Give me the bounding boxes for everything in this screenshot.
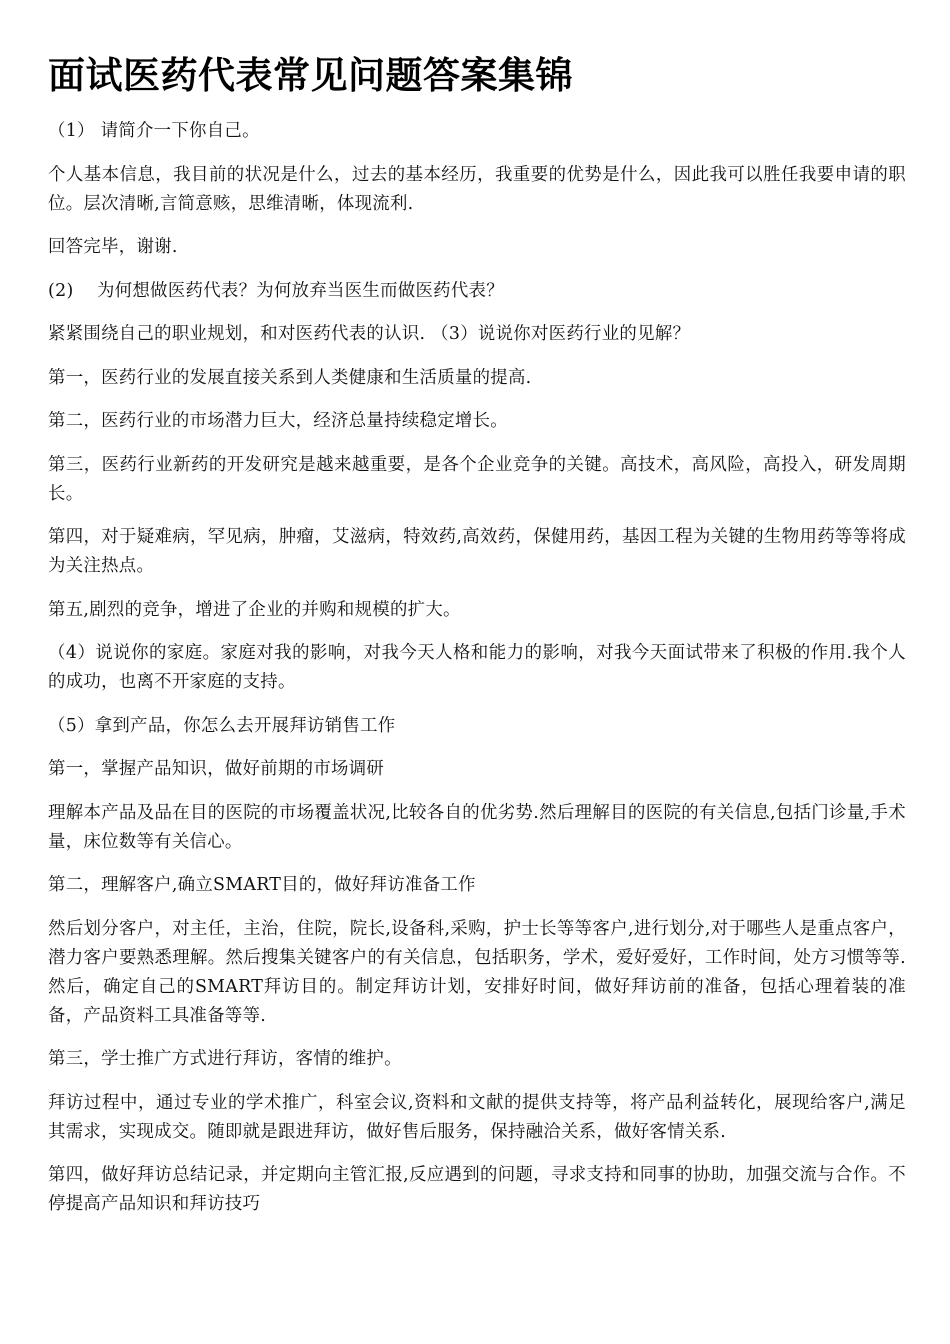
paragraph-q5: （5）拿到产品，你怎么去开展拜访销售工作: [48, 715, 396, 736]
paragraph-q4: （4）说说你的家庭。家庭对我的影响，对我今天人格和能力的影响，对我今天面试带来了积极的作用.我个人的成功，也离不开家庭的支持。: [48, 643, 906, 692]
paragraph-a3-point2: 第二，医药行业的市场潜力巨大，经济总量持续稳定增长。: [48, 411, 508, 431]
paragraph-a3-point1: 第一，医药行业的发展直接关系到人类健康和生活质量的提高.: [48, 367, 532, 388]
paragraph-a5-step1: 第一，掌握产品知识，做好前期的市场调研: [48, 759, 385, 779]
paragraph-a2-q3: 紧紧围绕自己的职业规划，和对医药代表的认识. （3）说说你对医药行业的见解？: [48, 324, 691, 344]
paragraph-a5-step4: 第四，做好拜访总结记录，并定期向主管汇报,反应遇到的问题，寻求支持和同事的协助，加强交流与合作。不停提高产品知识和拜访技巧: [48, 1165, 906, 1214]
paragraph-a5-step1-detail: 理解本产品及品在目的医院的市场覆盖状况,比较各自的优劣势.然后理解目的医院的有关信息,包括门诊量,手术量，床位数等有关信心。: [48, 802, 906, 852]
paragraph-a5-step2-detail: 然后划分客户，对主任，主治，住院，院长,设备科,采购，护士长等等客户,进行划分,对于哪些人是重点客户，潜力客户要熟悉理解。然后搜集关键客户的有关信息，包括职务，学术，爱好爱好，工作时间，处方习惯等等.然后，确定自己的SMART拜访目的。制定拜访计划，安排好时间，做好拜访前的准备，包括心理着装的准备，产品资料工具准备等等.: [48, 918, 906, 1026]
paragraph-a1-closing: 回答完毕，谢谢.: [48, 237, 178, 257]
paragraph-a5-step2: 第二，理解客户,确立SMART目的，做好拜访准备工作: [48, 875, 476, 895]
paragraph-q2: (2) 为何想做医药代表？为何放弃当医生而做医药代表？: [48, 280, 504, 301]
paragraph-a3-point4: 第四，对于疑难病，罕见病，肿瘤，艾滋病，特效药,高效药，保健用药，基因工程为关键的生物用药等等将成为关注热点。: [48, 527, 906, 576]
paragraph-a5-step3-detail: 拜访过程中，通过专业的学术推广，科室会议,资料和文献的提供支持等，将产品利益转化，展现给客户,满足其需求，实现成交。随即就是跟进拜访，做好售后服务，保持融洽关系，做好客情关系.: [48, 1092, 906, 1142]
document-title: 面试医药代表常见问题答案集锦: [48, 54, 573, 97]
paragraph-a5-step3: 第三，学士推广方式进行拜访，客情的维护。: [48, 1049, 402, 1069]
paragraph-a3-point5: 第五,剧烈的竞争，增进了企业的并购和规模的扩大。: [48, 599, 461, 620]
paragraph-a3-point3: 第三，医药行业新药的开发研究是越来越重要，是各个企业竞争的关键。高技术，高风险，高投入，研发周期长。: [48, 454, 906, 504]
paragraph-a1: 个人基本信息，我目前的状况是什么，过去的基本经历，我重要的优势是什么，因此我可以胜任我要申请的职位。层次清晰,言简意赅，思维清晰，体现流利.: [48, 164, 906, 214]
document-page: [48, 52, 906, 1234]
paragraph-q1: （1） 请简介一下你自己。: [48, 121, 260, 141]
